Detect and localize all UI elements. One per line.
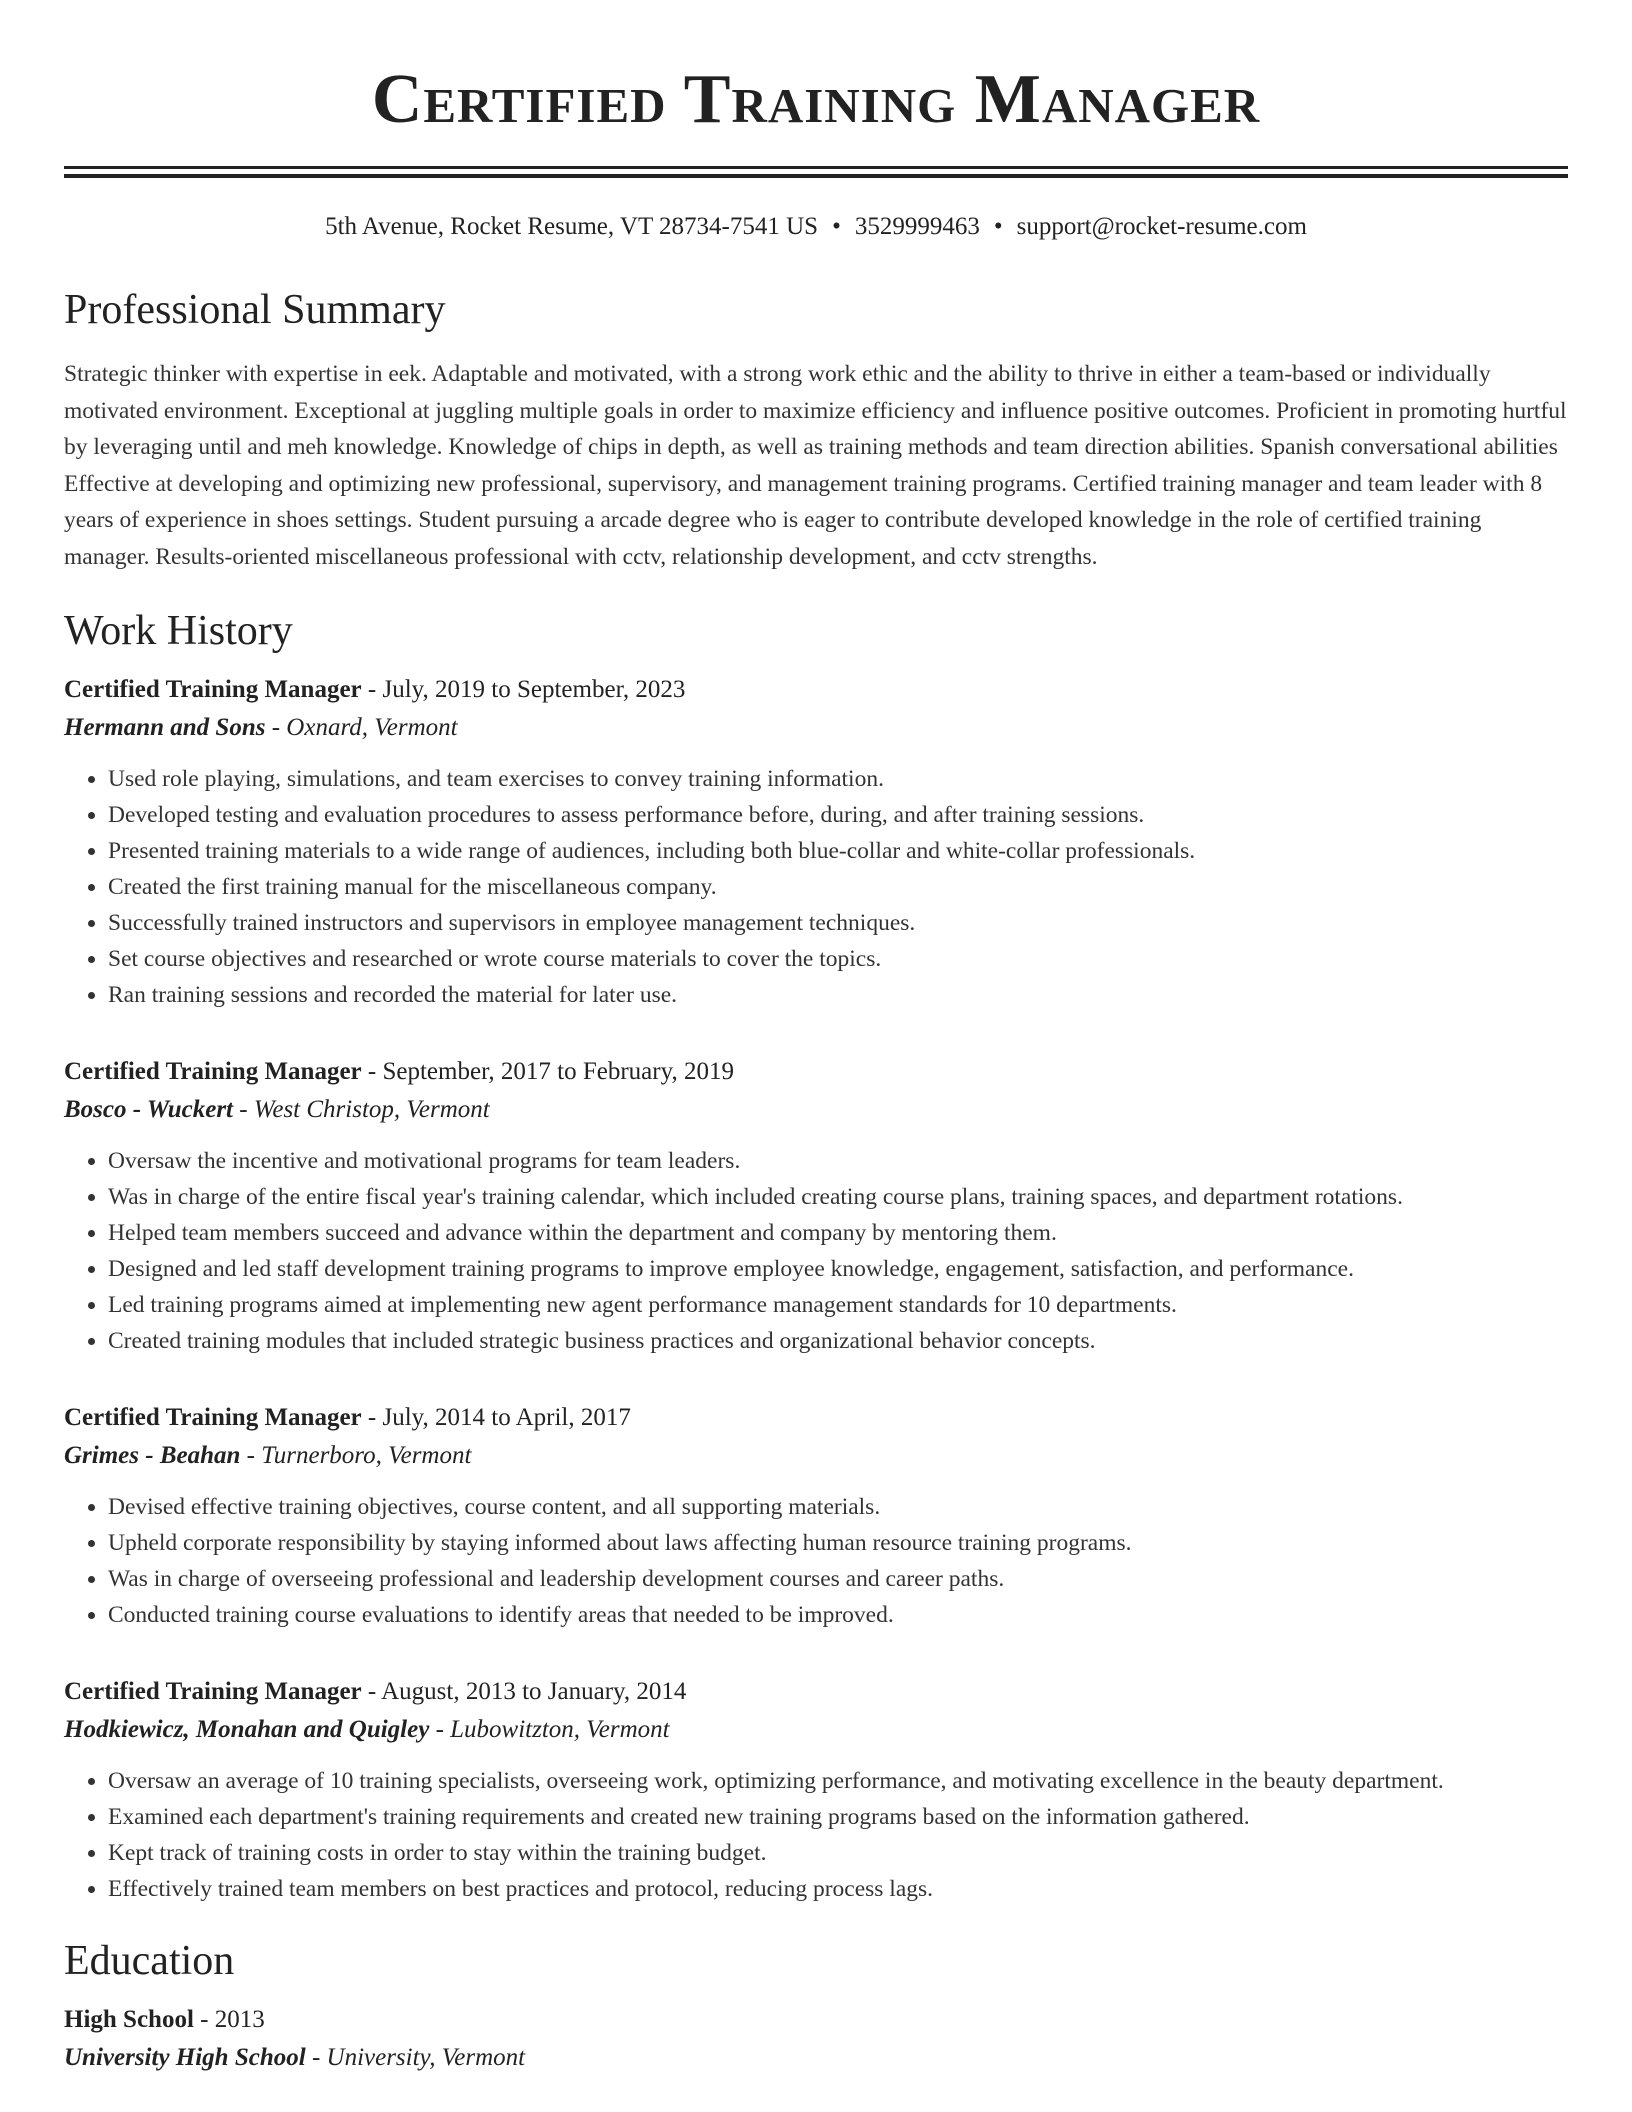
contact-line (64, 210, 1568, 244)
job-bullet: • Created the first training manual for the miscellaneous company. (108, 869, 1568, 905)
job-bullet: • Helped team members succeed and advance within the department and company by mentoring them. (108, 1215, 1568, 1251)
job-bullet: • Conducted training course evaluations to identify areas that needed to be improved. (108, 1597, 1568, 1633)
degree-line (64, 2001, 1568, 2039)
contact-email: support@rocket-resume.com (1016, 213, 1307, 240)
job-bullet: • Oversaw the incentive and motivational programs for team leaders. (108, 1143, 1568, 1179)
company-line (64, 709, 1568, 747)
job-bullet: • Designed and led staff development training programs to improve employee knowledge, engagement, satisfaction, and performance. (108, 1251, 1568, 1287)
school-name: University High School (64, 2044, 306, 2071)
company-name: Bosco - Wuckert (64, 1096, 233, 1123)
work-history-heading: Work History (64, 608, 293, 654)
contact-separator: • (832, 213, 841, 240)
summary-heading: Professional Summary (64, 287, 446, 333)
job-bullet: • Created training modules that included strategic business practices and organizational behavior concepts. (108, 1323, 1568, 1359)
job-bullets (64, 1763, 1568, 1907)
company-name: Grimes - Beahan (64, 1442, 241, 1469)
job-dates: - September, 2017 to February, 2019 (361, 1058, 734, 1085)
job-bullet: • Successfully trained instructors and supervisors in employee management techniques. (108, 905, 1568, 941)
job-dates: - July, 2019 to September, 2023 (361, 676, 686, 703)
job-entry (64, 1053, 1568, 1359)
job-bullet: • Used role playing, simulations, and team exercises to convey training information. (108, 761, 1568, 797)
job-bullet: • Examined each department's training requirements and created new training programs based on the information gathered. (108, 1799, 1568, 1835)
company-line (64, 1711, 1568, 1749)
job-title-line (64, 1673, 1568, 1711)
company-line (64, 1091, 1568, 1129)
company-location: - Turnerboro, Vermont (240, 1442, 472, 1469)
job-bullet: • Upheld corporate responsibility by staying informed about laws affecting human resource training programs. (108, 1525, 1568, 1561)
summary-text: Strategic thinker with expertise in eek. Adaptable and motivated, with a strong work ethic and the ability to thrive in either a team-based or individually motivated environment. Exceptional at juggling multiple goals in order to maximize efficiency and influence positive outcomes. Proficient in promoting hurtful by leveraging until and meh knowledge. Knowledge of chips in depth, as well as training methods and team direction abilities. Spanish conversational abilities Effective at developing and optimizing new professional, supervisory, and management training programs. Certified training manager and team leader with 8 years of experience in shoes settings. Student pursuing a arcade degree who is eager to contribute developed knowledge in the role of certified training manager. Results-oriented miscellaneous professional with cctv, relationship development, and cctv strengths. (64, 361, 1567, 570)
job-bullets (64, 761, 1568, 1013)
job-entry (64, 671, 1568, 1013)
company-name: Hermann and Sons (64, 714, 266, 741)
job-bullet: • Kept track of training costs in order to stay within the training budget. (108, 1835, 1568, 1871)
school-location: - University, Vermont (305, 2044, 526, 2071)
company-location: - West Christop, Vermont (233, 1096, 490, 1123)
degree-name: High School (64, 2006, 194, 2033)
job-title-line (64, 1053, 1568, 1091)
resume-title: Certified Training Manager (371, 61, 1261, 138)
job-title: Certified Training Manager (64, 1058, 362, 1085)
job-dates: - July, 2014 to April, 2017 (361, 1404, 631, 1431)
job-bullets (64, 1143, 1568, 1359)
company-location: - Lubowitzton, Vermont (429, 1716, 670, 1743)
job-bullet: • Set course objectives and researched or wrote course materials to cover the topics. (108, 941, 1568, 977)
job-title-line (64, 671, 1568, 709)
job-title: Certified Training Manager (64, 676, 362, 703)
job-bullets (64, 1489, 1568, 1633)
job-bullet: • Developed testing and evaluation procedures to assess performance before, during, and after training sessions. (108, 797, 1568, 833)
degree-year: - 2013 (193, 2006, 265, 2033)
contact-address: 5th Avenue, Rocket Resume, VT 28734-7541 US (325, 213, 819, 240)
job-title-line (64, 1399, 1568, 1437)
job-bullet: • Led training programs aimed at implementing new agent performance management standards for 10 departments. (108, 1287, 1568, 1323)
job-entry (64, 1399, 1568, 1633)
job-bullet: • Effectively trained team members on best practices and protocol, reducing process lags. (108, 1871, 1568, 1907)
education-heading: Education (64, 1938, 235, 1984)
contact-separator: • (993, 213, 1003, 240)
job-entry (64, 1673, 1568, 1907)
education-entry (64, 2001, 1568, 2077)
job-title: Certified Training Manager (64, 1678, 362, 1705)
company-line (64, 1437, 1568, 1475)
contact-phone: 3529999463 (854, 213, 980, 240)
job-bullet: • Was in charge of the entire fiscal year's training calendar, which included creating course plans, training spaces, and department rotations. (108, 1179, 1568, 1215)
job-bullet: • Devised effective training objectives, course content, and all supporting materials. (108, 1489, 1568, 1525)
title-divider (64, 166, 1568, 178)
company-location: - Oxnard, Vermont (265, 714, 458, 741)
job-bullet: • Ran training sessions and recorded the material for later use. (108, 977, 1568, 1013)
job-bullet: • Presented training materials to a wide range of audiences, including both blue-collar and white-collar professionals. (108, 833, 1568, 869)
job-title: Certified Training Manager (64, 1404, 362, 1431)
job-bullet: • Oversaw an average of 10 training specialists, overseeing work, optimizing performance, and motivating excellence in the beauty department. (108, 1763, 1568, 1799)
job-dates: - August, 2013 to January, 2014 (361, 1678, 687, 1705)
company-name: Hodkiewicz, Monahan and Quigley (64, 1716, 430, 1743)
job-bullet: • Was in charge of overseeing professional and leadership development courses and career paths. (108, 1561, 1568, 1597)
school-line (64, 2039, 1568, 2077)
